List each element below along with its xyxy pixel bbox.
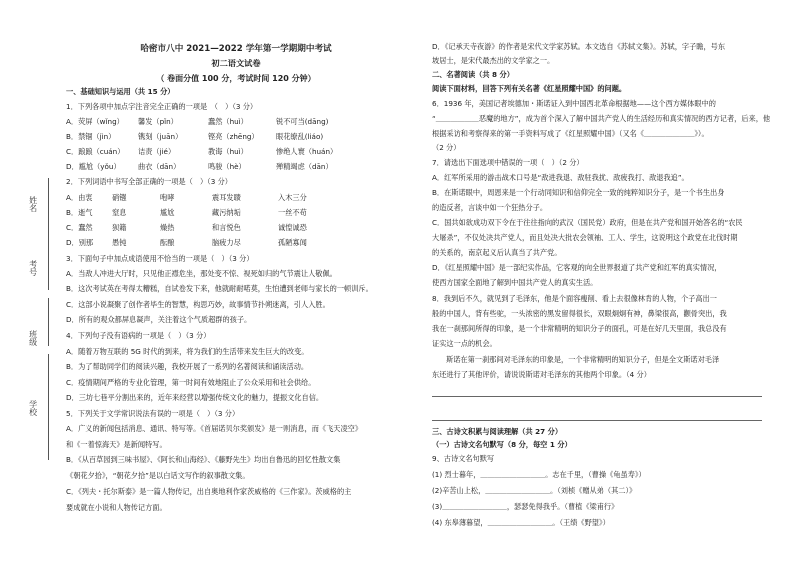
option: 鸣骏（hè） — [208, 162, 246, 171]
question-8: 8．我到后不久，就见到了毛泽东，他是个面容瘦削、看上去很像林肯的人物，个子高出一 — [432, 294, 717, 303]
option: D．所有的观众都屏息凝声，关注着这个气质超群的孩子。 — [66, 315, 252, 324]
option: 脑疲力尽 — [212, 238, 241, 247]
option: B．禁锢（jìn） — [66, 132, 116, 141]
option: C．踉踉（cuán） — [66, 147, 125, 156]
poem-fill-line: (4) 东皋薄暮望，＿＿＿＿＿＿＿＿＿。（王绩《野望》） — [432, 518, 610, 527]
option-text: 和《一着惊海天》是新闻特写。 — [66, 440, 167, 449]
binding-margin — [0, 0, 60, 562]
option: 震耳发聩 — [212, 193, 241, 202]
name-label: 姓名 — [28, 196, 38, 212]
option: 诘责（jié） — [138, 147, 176, 156]
question-1: 1．下列各项中加点字注音完全正确的一项是 （ ）（3 分） — [66, 102, 258, 111]
option: 眼花缭乱(liáo) — [276, 132, 324, 141]
option: 尴尬 — [160, 208, 175, 217]
option-text: B．《从百草园到三味书屋》、《阿长和山海经》、《藤野先生》均出自鲁迅的回忆性散文集 — [66, 455, 341, 464]
binding-line — [48, 298, 49, 346]
option: C．疫情期间严格的专业化管理，第一时间有效地阻止了公众采用和社会供给。 — [66, 378, 316, 387]
question-6-score: （2 分） — [432, 143, 461, 152]
binding-line — [48, 354, 49, 460]
option: B．为了帮助同学们的阅读兴趣，我校开展了一系列的名著阅读和诵读活动。 — [66, 362, 309, 371]
option: 诚惶诚恐 — [278, 223, 307, 232]
option: 锐不可当(dāng) — [276, 117, 329, 126]
section-instruction: 阅读下面材料，回答下列有关名著《红星照耀中国》的问题。 — [432, 84, 627, 93]
section-heading: 三、古诗文积累与阅读理解（共 27 分） — [432, 427, 563, 436]
option: C．蠢然 — [66, 223, 93, 232]
question-8-line: 般的中国人，背有些驼，一头浓密的黑发留得很长，双眼炯炯有神，鼻梁很高，颧骨突出，我 — [432, 309, 727, 318]
option-text: A．广义的新闻包括消息、通讯、特写等。《首届诺贝尔奖颁发》是一则消息，而《飞天凌空》 — [66, 424, 363, 433]
option-text: 《朝花夕拾》，“朝花夕拾”是以白话文写作的叙事散文集。 — [66, 471, 250, 480]
section-heading: 一、基础知识与运用（共 15 分） — [66, 87, 175, 96]
question-6-line: “＿＿＿＿＿＿恶魔的地方”，成为首个深入了解中国共产党人的生活经历和真实情况的西方记者，后来，他 — [432, 114, 771, 123]
option-text: B．在斯诺眼中，周恩来是一个行动同知识和信仰完全一致的纯粹知识分子，是一个书生出身 — [432, 188, 725, 197]
option: 铿亮（zhēng） — [208, 132, 259, 141]
option: B．逝气 — [66, 208, 93, 217]
option: 惨绝人寰（huán） — [276, 147, 338, 156]
question-2: 2．下列词语中书写全部正确的一项是（ ）（3 分） — [66, 177, 232, 186]
option: 窒息 — [112, 208, 127, 217]
option-text: D．《记承天寺夜游》的作者是宋代文学家苏轼。本文选自《苏轼文集》。苏轼，字子瞻，号东 — [432, 42, 726, 51]
option: 殚精竭虑（dān） — [276, 162, 333, 171]
option: 狈籍 — [112, 223, 127, 232]
exam-info: （ 卷面分值 100 分，考试时间 120 分钟） — [156, 74, 316, 83]
option-text: 使西方国家全面地了解到中国共产党人的真实生活。 — [432, 278, 598, 287]
option: 一丝不苟 — [278, 208, 307, 217]
option: 燥热 — [160, 223, 175, 232]
question-6: 6．1936 年，美国记者埃德加・斯诺证入到中国西北革命根据地——这个西方媒体眼中的 — [432, 99, 716, 108]
option: 硝镪 — [112, 193, 127, 202]
option: 曲衣（dān） — [138, 162, 181, 171]
option: D．三坊七巷平分割出来的，近年来经营以增强传统文化的魅力，提振文化自信。 — [66, 393, 324, 402]
question-8-prompt: 斯诺在第一刹那间对毛泽东的印象是，一个非常精明的知识分子，但是全文斯诺对毛泽 — [446, 355, 720, 364]
question-9: 9、古诗文名句默写 — [432, 454, 495, 463]
section-heading: 二、名著阅读（共 8 分） — [432, 70, 514, 79]
answer-line — [432, 396, 762, 397]
binding-line — [48, 178, 49, 290]
option-text: 的关系的，南京起义后认真当了共产党。 — [432, 248, 562, 257]
option-text: C．《列夫・托尔斯泰》是一篇人物传记，出自奥地利作家茨威格的《三作家》。茨威格的主 — [66, 487, 352, 496]
question-7: 7．请选出下面选项中错误的一项（ ）（2 分） — [432, 158, 584, 167]
school-label: 学校 — [28, 400, 38, 416]
option: 和言悦色 — [212, 223, 241, 232]
question-8-prompt: 东还进行了其他评价，请说说斯诺对毛泽东的其他两个印象。（4 分） — [432, 370, 651, 379]
answer-line — [432, 420, 762, 421]
option: 咆哮 — [160, 193, 175, 202]
option: 入木三分 — [278, 193, 307, 202]
question-3: 3．下面句子中加点成语使用不恰当的一项是（ ）（3 分） — [66, 254, 254, 263]
option: 教诲（huì） — [208, 147, 248, 156]
option: 孤陋寡闻 — [278, 238, 307, 247]
option: A．随着万物互联的 5G 时代的到来，将为我们的生活带来发生巨大的改变。 — [66, 347, 309, 356]
option: A．当敌人冲进大厅时，只见他正襟危坐，那处变不惊、视死如归的气节震让人敬佩。 — [66, 269, 337, 278]
exam-subtitle: 初二语文试卷 — [211, 58, 261, 68]
option-text: A．红军所采用的游击战术口号是“敌进我退、敌驻我扰、敌疲我打、敌退我追”。 — [432, 173, 689, 182]
poem-fill-line: (2)辛苦山上松，＿＿＿＿＿＿＿＿＿。（刘桢《赠从弟（其二）》 — [432, 486, 637, 495]
question-8-line: 我在一刹那间所得的印象，是一个非常精明的知识分子的面孔，可是在好几天里面，我总没有 — [432, 324, 727, 333]
poem-fill-line: (3)＿＿＿＿＿＿＿＿＿，瑟瑟免得我乎。（曹植《梁甫行》 — [432, 502, 619, 511]
option-text: 的造反者，言谈中如一个狂热分子。 — [432, 203, 548, 212]
option-text: 要成就在小说和人物传记方面。 — [66, 503, 167, 512]
class-label: 班级 — [28, 330, 38, 346]
question-8-line: 证实这一点的机会。 — [432, 339, 497, 348]
question-4: 4．下列句子没有语病的一项是（ ）（3 分） — [66, 331, 211, 340]
option-text: 坡居士，是宋代最杰出的文学家之一。 — [432, 56, 555, 65]
option: 蠢然（huì） — [208, 117, 248, 126]
option: D．别那 — [66, 238, 94, 247]
option: 酝酿 — [160, 238, 175, 247]
option: 馨发（pǐn） — [138, 117, 178, 126]
option: 愚钝 — [112, 238, 127, 247]
option-text: 大屠杀”，不仅处决共产党人，而且处决大批农会领袖、工人、学生，这说明这个政党在北伐时期 — [432, 233, 738, 242]
exam-title: 哈密市八中 2021—2022 学年第一学期期中考试 — [140, 44, 332, 54]
option: A．荧屏（wǐng） — [66, 117, 124, 126]
option: B．这次考试英在考得太糟糕，自试卷发下来，他就耐耐喏莫，生怕遭到老师与家长的一顿训斥。 — [66, 284, 373, 293]
exam-number-label: 考号 — [28, 260, 38, 276]
question-6-line: 根据采访和考察得来的第一手资料写成了《红星照耀中国》（又名《＿＿＿＿＿＿＿》）。 — [432, 129, 709, 138]
option: C．这部小说凝聚了创作者毕生的智慧，构思巧妙，故事情节扑朔迷离，引人入胜。 — [66, 300, 330, 309]
option: 镌刻（juān） — [138, 132, 183, 141]
option: D．尴尬（yǒu） — [66, 162, 121, 171]
option: 藏污纳垢 — [212, 208, 241, 217]
subsection-heading: （一）古诗文名句默写（8 分，每空 1 分） — [432, 440, 572, 449]
poem-fill-line: (1) 烈士暮年，＿＿＿＿＿＿＿＿＿。志在千里，（曹操《龟虽寿》） — [432, 470, 646, 479]
question-5: 5．下列关于文学常识说法有误的一项是（ ）（3 分） — [66, 409, 240, 418]
option-text: D．《红星照耀中国》是一部纪实作品，它客观的向全世界报道了共产党和红军的真实情况， — [432, 263, 722, 272]
option-text: C．国共如欲成功双下令在于往往指向的武汉（国民党）政府，但是在共产党和国开始答名的“农民 — [432, 218, 743, 227]
option: A．由衷 — [66, 193, 93, 202]
